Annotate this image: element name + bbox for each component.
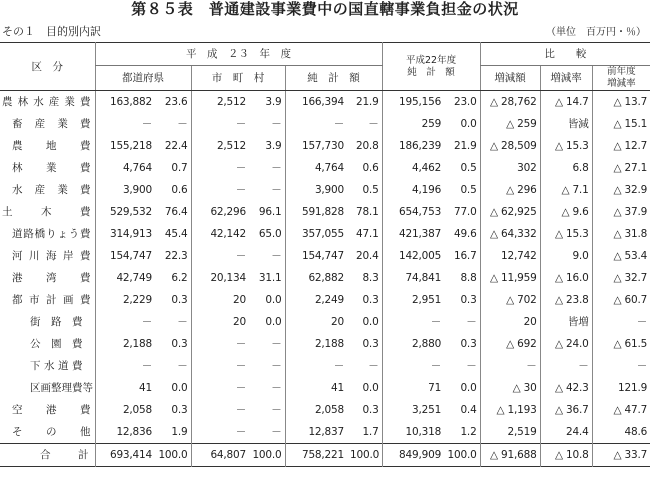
row-label: 空港費	[12, 404, 91, 416]
cell-diff: △ 30	[480, 377, 540, 399]
cell-net-pct: 1.7	[362, 426, 379, 438]
table-row	[0, 245, 650, 267]
cell-muni: 42,142	[191, 223, 249, 245]
cell-net: 20	[285, 311, 347, 333]
row-label: 林業費	[12, 162, 91, 174]
cell-diff: △ 259	[480, 113, 540, 135]
cell-pref-pct: －	[177, 316, 188, 328]
cell-muni: －	[191, 355, 249, 377]
cell-prev-rate: △ 31.8	[592, 223, 650, 245]
cell-prev-rate: △ 33.7	[592, 444, 650, 467]
cell-muni: －	[191, 377, 249, 399]
cell-muni-pct: －	[271, 360, 282, 372]
cell-net-pct: －	[368, 118, 379, 130]
cell-prev-pct: 100.0	[444, 444, 480, 467]
row-label: 水産業費	[12, 184, 91, 196]
cell-net-pct: 8.3	[362, 272, 379, 284]
cell-muni: －	[191, 333, 249, 355]
cell-prev-rate: △ 13.7	[592, 91, 650, 114]
row-label: 道路橋りょう費	[12, 228, 91, 240]
cell-muni: 2,512	[191, 135, 249, 157]
table-row	[0, 311, 650, 333]
table-row	[0, 333, 650, 355]
cell-prev-rate: △ 15.1	[592, 113, 650, 135]
row-label: 河川海岸費	[12, 250, 91, 262]
cell-diff: △ 11,959	[480, 267, 540, 289]
cell-net: 2,058	[285, 399, 347, 421]
header-shichoson: 市 町 村	[191, 66, 285, 91]
cell-pref-pct: 6.2	[171, 272, 188, 284]
cell-muni-pct: －	[271, 338, 282, 350]
header-h22-line1: 平成22年度	[406, 54, 457, 66]
header-hikaku: 比 較	[480, 43, 650, 66]
cell-diff: △ 296	[480, 179, 540, 201]
cell-muni-pct: －	[271, 162, 282, 174]
cell-pref-pct: 100.0	[155, 444, 191, 467]
cell-pref-pct: 0.3	[171, 294, 188, 306]
cell-net: 591,828	[285, 201, 347, 223]
cell-prev-rate: －	[592, 311, 650, 333]
cell-net: 154,747	[285, 245, 347, 267]
cell-pref-pct: 22.3	[164, 250, 188, 262]
cell-net: 357,055	[285, 223, 347, 245]
cell-pref: 154,747	[95, 245, 155, 267]
cell-net-pct: 100.0	[347, 444, 382, 467]
cell-muni: －	[191, 421, 249, 444]
cell-net: 62,882	[285, 267, 347, 289]
cell-pref: 4,764	[95, 157, 155, 179]
cell-pref-pct: 0.3	[171, 404, 188, 416]
cell-muni-pct: 100.0	[249, 444, 285, 467]
cell-pref: 163,882	[95, 91, 155, 114]
cell-prev-rate: △ 32.9	[592, 179, 650, 201]
cell-prev-pct: 0.4	[460, 404, 477, 416]
cell-pref-pct: 0.3	[171, 338, 188, 350]
cell-diff: △ 1,193	[480, 399, 540, 421]
cell-rate: △ 15.3	[540, 223, 592, 245]
cell-pref-pct: 23.6	[164, 96, 188, 108]
cell-rate: △ 42.3	[540, 377, 592, 399]
cell-prev-rate: △ 32.7	[592, 267, 650, 289]
cell-muni: －	[191, 245, 249, 267]
cell-diff: △ 28,762	[480, 91, 540, 114]
cell-prev-pct: 0.5	[460, 184, 477, 196]
header-prev-rate	[592, 66, 650, 91]
cell-rate: △ 24.0	[540, 333, 592, 355]
cell-prev-pct: 0.3	[460, 338, 477, 350]
table-row	[0, 201, 650, 223]
cell-prev-rate: －	[592, 355, 650, 377]
cell-prev-rate: △ 27.1	[592, 157, 650, 179]
cell-muni: 64,807	[191, 444, 249, 467]
cell-net-pct: 78.1	[355, 206, 379, 218]
cell-prev: 4,462	[382, 157, 444, 179]
cell-net: 12,837	[285, 421, 347, 444]
cell-diff: △ 702	[480, 289, 540, 311]
cell-net: 41	[285, 377, 347, 399]
cell-net-pct: 0.5	[362, 184, 379, 196]
cell-prev: 654,753	[382, 201, 444, 223]
cell-pref: －	[95, 113, 155, 135]
cell-muni: －	[191, 157, 249, 179]
header-zougaku: 増減額	[480, 66, 540, 91]
cell-prev-pct: －	[466, 360, 477, 372]
row-label: 都市計画費	[12, 294, 91, 306]
row-label: 土木費	[2, 206, 91, 218]
cell-muni: －	[191, 179, 249, 201]
cell-prev: 10,318	[382, 421, 444, 444]
cell-net-pct: 0.3	[362, 404, 379, 416]
cell-net-pct: 0.0	[362, 382, 379, 394]
cell-pref: 2,058	[95, 399, 155, 421]
cell-net-pct: －	[368, 360, 379, 372]
cell-prev-pct: 1.2	[460, 426, 477, 438]
cell-pref: 12,836	[95, 421, 155, 444]
header-kubun: 区 分	[0, 43, 95, 91]
cell-muni-pct: －	[271, 184, 282, 196]
cell-pref: 41	[95, 377, 155, 399]
table-body	[0, 91, 650, 467]
cell-pref: 42,749	[95, 267, 155, 289]
cell-muni: －	[191, 113, 249, 135]
cell-net: 166,394	[285, 91, 347, 114]
cell-net-pct: 0.3	[362, 294, 379, 306]
table-row	[0, 355, 650, 377]
cell-pref: －	[95, 311, 155, 333]
cell-muni: 20,134	[191, 267, 249, 289]
cell-diff: △ 28,509	[480, 135, 540, 157]
cell-muni-pct: －	[271, 404, 282, 416]
page-title: 第８５表 普通建設事業費中の国直轄事業負担金の状況	[131, 0, 519, 18]
cell-diff: 2,519	[480, 421, 540, 444]
table-row	[0, 377, 650, 399]
row-label: 港湾費	[12, 272, 91, 284]
cell-muni: 2,512	[191, 91, 249, 114]
cell-prev: 4,196	[382, 179, 444, 201]
cell-rate: △ 16.0	[540, 267, 592, 289]
cell-prev: 142,005	[382, 245, 444, 267]
table-row	[0, 91, 650, 114]
row-label: 農地費	[12, 140, 91, 152]
cell-pref: 3,900	[95, 179, 155, 201]
cell-rate: △ 36.7	[540, 399, 592, 421]
cell-prev: 186,239	[382, 135, 444, 157]
row-label: 区画整理費等	[30, 382, 93, 394]
table-row	[0, 179, 650, 201]
cell-diff: △ 91,688	[480, 444, 540, 467]
cell-prev-pct: 0.0	[460, 382, 477, 394]
cell-pref-pct: 1.9	[171, 426, 188, 438]
header-h23: 平 成 ２３ 年 度	[95, 43, 382, 66]
cell-muni: 62,296	[191, 201, 249, 223]
cell-pref: 314,913	[95, 223, 155, 245]
cell-net: －	[285, 355, 347, 377]
cell-prev-pct: －	[466, 316, 477, 328]
cell-prev-pct: 0.3	[460, 294, 477, 306]
cell-pref-pct: 45.4	[164, 228, 188, 240]
cell-rate: －	[540, 355, 592, 377]
cell-muni-pct: －	[271, 250, 282, 262]
budget-table	[0, 42, 650, 467]
cell-prev-pct: 23.0	[453, 96, 477, 108]
cell-net-pct: 20.8	[355, 140, 379, 152]
row-label: 畜産業費	[12, 118, 91, 130]
cell-rate: 皆増	[540, 311, 592, 333]
cell-net: 4,764	[285, 157, 347, 179]
table-row	[0, 113, 650, 135]
cell-muni-pct: －	[271, 382, 282, 394]
cell-pref-pct: 0.0	[171, 382, 188, 394]
cell-diff: △ 64,332	[480, 223, 540, 245]
table-subtitle: その１ 目的別内訳	[2, 25, 101, 38]
cell-net: 758,221	[285, 444, 347, 467]
cell-muni-pct: 31.1	[258, 272, 282, 284]
cell-net-pct: 0.3	[362, 338, 379, 350]
cell-diff: 20	[480, 311, 540, 333]
cell-muni: 20	[191, 311, 249, 333]
table-row	[0, 289, 650, 311]
cell-muni-pct: －	[271, 118, 282, 130]
cell-pref: －	[95, 355, 155, 377]
cell-net: 3,900	[285, 179, 347, 201]
header-h22-line2: 純 計 額	[407, 66, 455, 78]
header-zougenritsu: 増減率	[540, 66, 592, 91]
cell-prev: －	[382, 355, 444, 377]
cell-diff: －	[480, 355, 540, 377]
cell-pref: 529,532	[95, 201, 155, 223]
cell-pref-pct: －	[177, 360, 188, 372]
cell-net-pct: 21.9	[355, 96, 379, 108]
row-label: 合計	[0, 444, 95, 467]
cell-prev: 71	[382, 377, 444, 399]
row-label: 農林水産業費	[2, 96, 91, 108]
cell-prev-pct: 16.7	[453, 250, 477, 262]
cell-muni-pct: 0.0	[265, 316, 282, 328]
header-prev-rate-line2: 増減率	[607, 78, 636, 89]
header-junkei: 純 計 額	[285, 66, 382, 91]
table-row	[0, 421, 650, 444]
cell-pref-pct: 0.6	[171, 184, 188, 196]
cell-prev-pct: 0.0	[460, 118, 477, 130]
cell-rate: 6.8	[540, 157, 592, 179]
cell-diff: 302	[480, 157, 540, 179]
cell-diff: △ 62,925	[480, 201, 540, 223]
cell-net-pct: 47.1	[355, 228, 379, 240]
cell-prev: 2,880	[382, 333, 444, 355]
unit-label: （単位 百万円・％）	[546, 27, 646, 38]
table-row	[0, 267, 650, 289]
cell-net: 2,188	[285, 333, 347, 355]
cell-pref-pct: －	[177, 118, 188, 130]
cell-pref: 155,218	[95, 135, 155, 157]
cell-prev-pct: 49.6	[453, 228, 477, 240]
cell-muni-pct: 96.1	[258, 206, 282, 218]
header-todofuken: 都道府県	[95, 66, 191, 91]
cell-net: 2,249	[285, 289, 347, 311]
cell-pref: 2,229	[95, 289, 155, 311]
cell-rate: △ 10.8	[540, 444, 592, 467]
cell-muni: －	[191, 399, 249, 421]
row-label: 下水道費	[30, 360, 83, 372]
table-row	[0, 157, 650, 179]
cell-pref-pct: 76.4	[164, 206, 188, 218]
cell-rate: △ 23.8	[540, 289, 592, 311]
cell-prev: 2,951	[382, 289, 444, 311]
cell-prev-rate: △ 61.5	[592, 333, 650, 355]
row-label: 街路費	[30, 316, 83, 328]
cell-muni-pct: 3.9	[265, 140, 282, 152]
cell-prev: 849,909	[382, 444, 444, 467]
cell-rate: △ 15.3	[540, 135, 592, 157]
cell-prev-rate: 121.9	[592, 377, 650, 399]
cell-prev: 259	[382, 113, 444, 135]
cell-prev-pct: 8.8	[460, 272, 477, 284]
cell-prev-pct: 0.5	[460, 162, 477, 174]
cell-rate: 皆減	[540, 113, 592, 135]
header-h22	[382, 43, 480, 91]
cell-prev: 74,841	[382, 267, 444, 289]
table-row	[0, 223, 650, 245]
cell-rate: △ 9.6	[540, 201, 592, 223]
cell-muni-pct: 65.0	[258, 228, 282, 240]
table-row	[0, 399, 650, 421]
cell-pref: 2,188	[95, 333, 155, 355]
cell-diff: 12,742	[480, 245, 540, 267]
row-label: その他	[12, 426, 91, 438]
cell-rate: △ 14.7	[540, 91, 592, 114]
cell-prev-pct: 21.9	[453, 140, 477, 152]
cell-diff: △ 692	[480, 333, 540, 355]
cell-pref-pct: 0.7	[171, 162, 188, 174]
cell-muni-pct: 3.9	[265, 96, 282, 108]
cell-muni-pct: －	[271, 426, 282, 438]
cell-prev-rate: △ 37.9	[592, 201, 650, 223]
cell-prev-rate: 48.6	[592, 421, 650, 444]
cell-net-pct: 0.6	[362, 162, 379, 174]
header-prev-rate-line1: 前年度	[607, 66, 636, 77]
cell-prev: 195,156	[382, 91, 444, 114]
cell-rate: 24.4	[540, 421, 592, 444]
cell-prev-pct: 77.0	[453, 206, 477, 218]
cell-prev-rate: △ 53.4	[592, 245, 650, 267]
cell-muni-pct: 0.0	[265, 294, 282, 306]
cell-muni: 20	[191, 289, 249, 311]
cell-prev-rate: △ 47.7	[592, 399, 650, 421]
cell-net-pct: 20.4	[355, 250, 379, 262]
cell-prev-rate: △ 60.7	[592, 289, 650, 311]
cell-rate: △ 7.1	[540, 179, 592, 201]
cell-prev: －	[382, 311, 444, 333]
cell-net-pct: 0.0	[362, 316, 379, 328]
cell-prev-rate: △ 12.7	[592, 135, 650, 157]
table-row	[0, 135, 650, 157]
cell-prev: 421,387	[382, 223, 444, 245]
cell-net: 157,730	[285, 135, 347, 157]
cell-prev: 3,251	[382, 399, 444, 421]
table-row	[0, 444, 650, 467]
cell-net: －	[285, 113, 347, 135]
row-label: 公園費	[30, 338, 83, 350]
cell-pref: 693,414	[95, 444, 155, 467]
cell-pref-pct: 22.4	[164, 140, 188, 152]
cell-rate: 9.0	[540, 245, 592, 267]
